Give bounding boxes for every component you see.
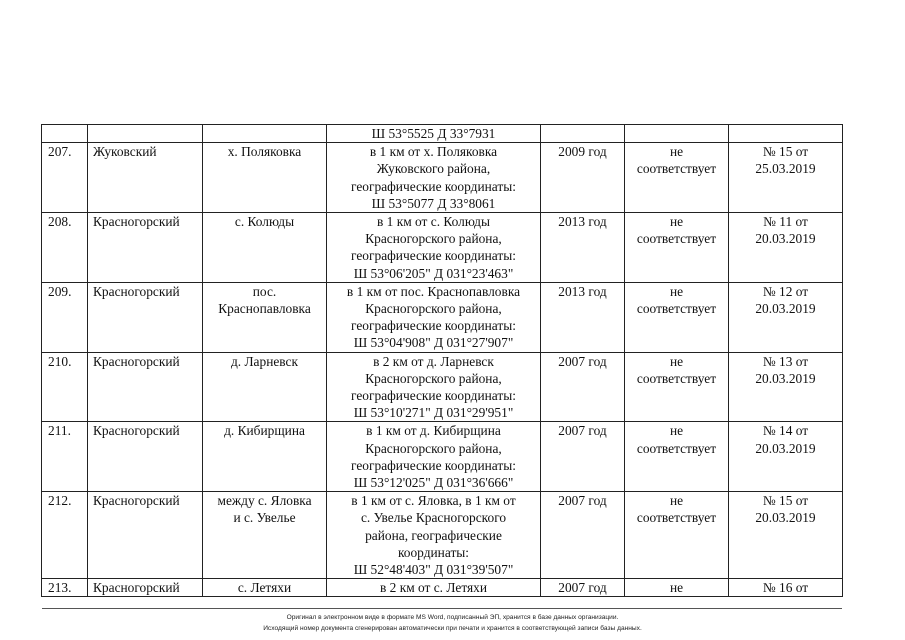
location-cell-line: Ш 53°10'271" Д 031°29'951"	[353, 405, 514, 421]
settlement-cell-line: пос.	[252, 283, 277, 299]
row-number: 211.	[42, 422, 88, 492]
document-ref-cell-line: № 15 от	[762, 144, 809, 160]
table-row	[42, 492, 843, 579]
settlement-cell	[203, 579, 327, 597]
year-cell: 2013 год	[541, 213, 625, 283]
table-row	[42, 143, 843, 213]
district-cell: Красногорский	[88, 422, 203, 492]
document-ref-cell	[729, 213, 843, 283]
district-cell	[88, 125, 203, 143]
status-cell	[625, 125, 729, 143]
status-cell	[625, 213, 729, 283]
year-cell	[541, 125, 625, 143]
location-cell	[327, 125, 541, 143]
status-cell-line: соответствует	[636, 370, 717, 386]
location-cell-line: Ш 53°12'025" Д 031°36'666"	[353, 475, 514, 491]
document-ref-cell-line: 20.03.2019	[755, 231, 816, 247]
document-ref-cell-line: № 11 от	[763, 214, 808, 230]
year-cell: 2009 год	[541, 143, 625, 213]
status-cell	[625, 579, 729, 597]
settlement-cell	[203, 352, 327, 422]
settlement-cell	[203, 282, 327, 352]
district-cell: Красногорский	[88, 282, 203, 352]
settlement-cell	[203, 213, 327, 283]
document-ref-cell-line: 20.03.2019	[755, 510, 816, 526]
table-row	[42, 422, 843, 492]
document-ref-cell	[729, 422, 843, 492]
location-cell	[327, 352, 541, 422]
status-cell-line: соответствует	[636, 161, 717, 177]
status-cell-line: соответствует	[636, 301, 717, 317]
location-cell-line: географические координаты:	[351, 318, 516, 334]
location-cell-line: координаты:	[397, 544, 470, 560]
settlement-cell-line: х. Поляковка	[227, 144, 302, 160]
year-cell: 2013 год	[541, 282, 625, 352]
settlement-cell-line: д. Ларневск	[230, 353, 299, 369]
status-cell	[625, 352, 729, 422]
row-number: 207.	[42, 143, 88, 213]
location-cell-line: Ш 53°06'205" Д 031°23'463"	[353, 265, 514, 281]
location-cell-line: Ш 52°48'403" Д 031°39'507"	[353, 562, 514, 578]
location-cell	[327, 282, 541, 352]
row-number: 210.	[42, 352, 88, 422]
location-cell-line: Красногорского района,	[365, 231, 502, 247]
status-cell-line: не	[669, 423, 684, 439]
location-cell	[327, 422, 541, 492]
document-ref-cell	[729, 352, 843, 422]
district-cell: Красногорский	[88, 213, 203, 283]
location-cell	[327, 579, 541, 597]
table-row	[42, 579, 843, 597]
status-cell-line: не	[669, 283, 684, 299]
registry-table	[41, 124, 843, 597]
row-number: 208.	[42, 213, 88, 283]
settlement-cell-line: Краснопавловка	[218, 301, 311, 317]
settlement-cell	[203, 422, 327, 492]
document-ref-cell-line: 20.03.2019	[755, 370, 816, 386]
footer-note-original: Оригинал в электронном виде в формате MS Word, подписанный ЭП, хранится в базе данных организации.	[286, 614, 619, 621]
status-cell-line: не	[669, 580, 684, 596]
status-cell-line: не	[669, 144, 684, 160]
district-cell: Красногорский	[88, 579, 203, 597]
row-number: 213.	[42, 579, 88, 597]
location-cell-line: района, географические	[365, 527, 502, 543]
location-cell-line: Жуковского района,	[376, 161, 491, 177]
document-ref-cell-line: 20.03.2019	[755, 301, 816, 317]
location-cell-line: в 2 км от с. Летяхи	[379, 580, 488, 596]
settlement-cell	[203, 125, 327, 143]
status-cell-line: не	[669, 353, 684, 369]
settlement-cell-line: д. Кибирщина	[224, 423, 305, 439]
document-ref-cell-line: № 12 от	[762, 283, 809, 299]
document-table-container	[41, 124, 842, 597]
location-cell-line: географические координаты:	[351, 457, 516, 473]
year-cell: 2007 год	[541, 422, 625, 492]
row-number: 212.	[42, 492, 88, 579]
footer-divider	[42, 608, 842, 609]
document-ref-cell-line: 20.03.2019	[755, 440, 816, 456]
location-cell	[327, 492, 541, 579]
year-cell: 2007 год	[541, 579, 625, 597]
location-cell-line: географические координаты:	[351, 388, 516, 404]
document-ref-cell	[729, 492, 843, 579]
location-cell-line: в 1 км от пос. Краснопавловка	[346, 283, 521, 299]
document-ref-cell-line: № 16 от	[762, 580, 809, 596]
row-number: 209.	[42, 282, 88, 352]
location-cell-line: в 1 км от д. Кибирщина	[366, 423, 501, 439]
row-number	[42, 125, 88, 143]
status-cell-line: не	[669, 214, 684, 230]
location-cell-line: Красногорского района,	[365, 301, 502, 317]
location-cell	[327, 143, 541, 213]
location-cell-line: в 1 км от с. Яловка, в 1 км от	[351, 493, 516, 509]
district-cell: Жуковский	[88, 143, 203, 213]
table-row	[42, 213, 843, 283]
status-cell	[625, 492, 729, 579]
status-cell-line: соответствует	[636, 231, 717, 247]
year-cell: 2007 год	[541, 492, 625, 579]
status-cell	[625, 422, 729, 492]
table-row	[42, 282, 843, 352]
location-cell-line: в 2 км от д. Ларневск	[373, 353, 494, 369]
location-cell	[327, 213, 541, 283]
district-cell: Красногорский	[88, 492, 203, 579]
status-cell	[625, 282, 729, 352]
table-row	[42, 125, 843, 143]
location-cell-line: географические координаты:	[351, 178, 516, 194]
registry-table-body	[42, 125, 843, 597]
document-ref-cell	[729, 143, 843, 213]
document-ref-cell-line: № 13 от	[762, 353, 809, 369]
location-cell-line: географические координаты:	[351, 248, 516, 264]
location-cell-line: Красногорского района,	[365, 440, 502, 456]
document-ref-cell	[729, 125, 843, 143]
settlement-cell-line: с. Летяхи	[237, 580, 292, 596]
location-cell-line: Красногорского района,	[365, 370, 502, 386]
location-cell-line: Ш 53°5077 Д 33°8061	[371, 195, 496, 211]
settlement-cell	[203, 492, 327, 579]
location-cell-line: Ш 53°04'908" Д 031°27'907"	[353, 335, 514, 351]
location-cell-line: в 1 км от с. Колюды	[377, 214, 490, 230]
settlement-cell	[203, 143, 327, 213]
location-cell-line: Ш 53°5525 Д 33°7931	[371, 126, 496, 141]
status-cell-line: соответствует	[636, 440, 717, 456]
document-ref-cell-line: № 15 от	[762, 493, 809, 509]
status-cell	[625, 143, 729, 213]
year-cell: 2007 год	[541, 352, 625, 422]
location-cell-line: в 1 км от х. Поляковка	[369, 144, 498, 160]
document-ref-cell-line: № 14 от	[762, 423, 809, 439]
status-cell-line: соответствует	[636, 510, 717, 526]
location-cell-line: с. Увелье Красногорского	[360, 510, 507, 526]
district-cell: Красногорский	[88, 352, 203, 422]
document-ref-cell	[729, 282, 843, 352]
settlement-cell-line: и с. Увелье	[233, 510, 296, 526]
table-row	[42, 352, 843, 422]
status-cell-line: не	[669, 493, 684, 509]
document-ref-cell	[729, 579, 843, 597]
settlement-cell-line: между с. Яловка	[217, 493, 312, 509]
document-ref-cell-line: 25.03.2019	[755, 161, 816, 177]
settlement-cell-line: с. Колюды	[234, 214, 295, 230]
footer-note-number: Исходящий номер документа сгенерирован автоматически при печати и хранится в соответствующей записи базы данных.	[263, 625, 642, 632]
